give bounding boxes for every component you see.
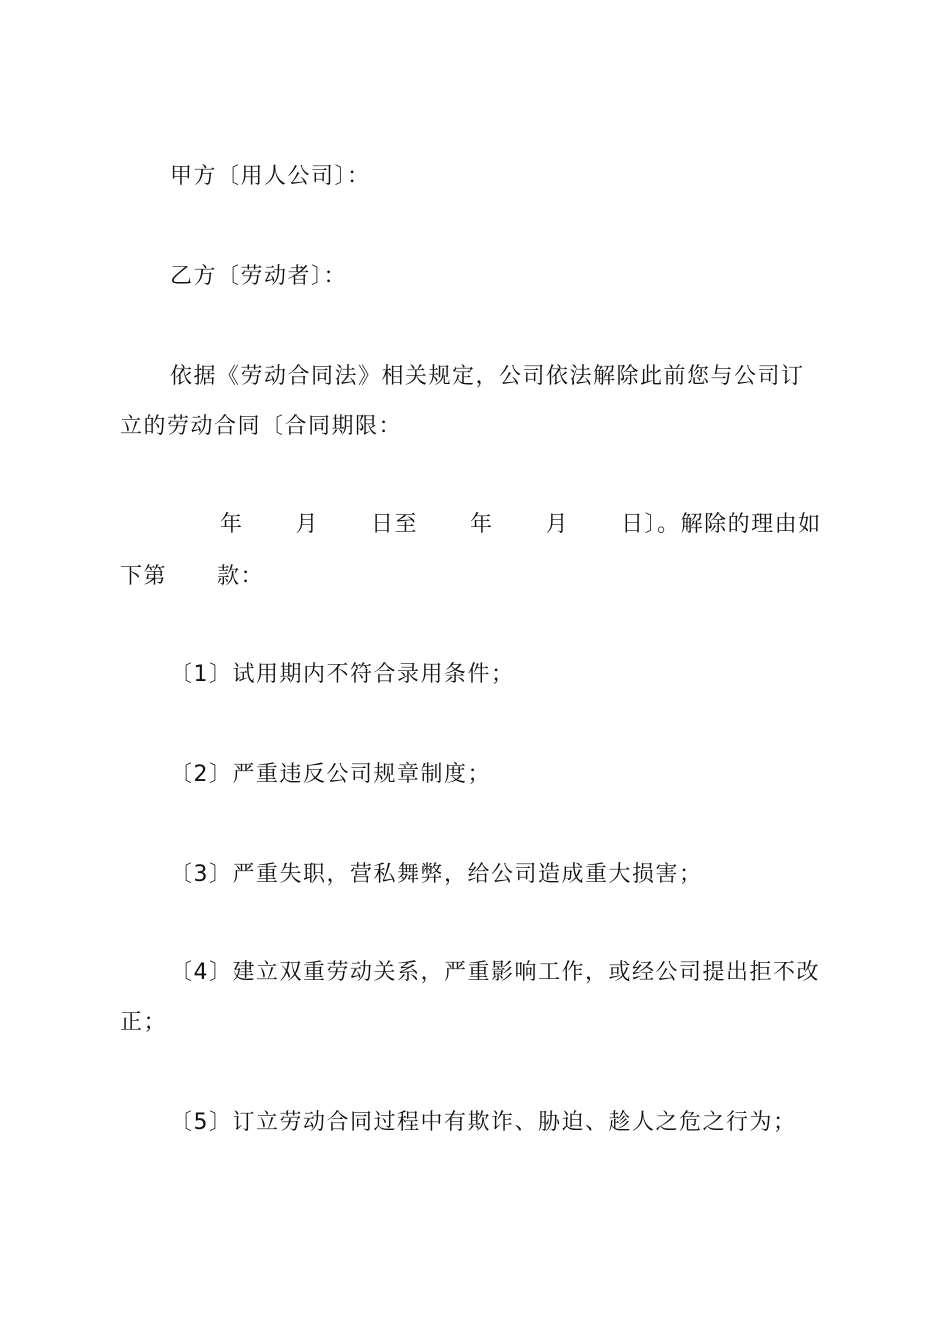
reason-clause-line: [120, 562, 832, 592]
reason-item-1: 〔1〕试用期内不符合录用条件；: [170, 662, 515, 687]
reason-item-2: 〔2〕严重违反公司规章制度；: [170, 762, 491, 787]
reason-item-4-line-2: 正；: [120, 1010, 168, 1035]
intro-line-2: 立的劳动合同〔合同期限：: [120, 414, 403, 439]
reason-item-5: 〔5〕订立劳动合同过程中有欺诈、胁迫、趁人之危之行为；: [170, 1110, 797, 1135]
date-range-line: [220, 510, 832, 540]
date-part-start-year-label: 年: [220, 512, 244, 537]
reason-suffix: 款：: [217, 564, 265, 589]
reason-item-4-line-1: 〔4〕建立双重劳动关系，严重影响工作，或经公司提出拒不改: [170, 960, 820, 985]
date-part-end-day-reason-label: 日〕。解除的理由如: [621, 512, 822, 537]
date-part-end-year-label: 年: [470, 512, 494, 537]
intro-line-1: 依据《劳动合同法》相关规定，公司依法解除此前您与公司订: [170, 364, 805, 389]
date-part-start-month-label: 月: [295, 512, 320, 537]
date-part-start-day-label: 日至: [371, 512, 419, 537]
party-a-line: 甲方〔用人公司〕：: [170, 164, 371, 189]
reason-prefix: 下第: [120, 564, 168, 589]
date-part-end-month-label: 月: [545, 512, 570, 537]
reason-item-3: 〔3〕严重失职，营私舞弊，给公司造成重大损害；: [170, 862, 703, 887]
party-b-line: 乙方〔劳动者〕：: [170, 264, 348, 289]
